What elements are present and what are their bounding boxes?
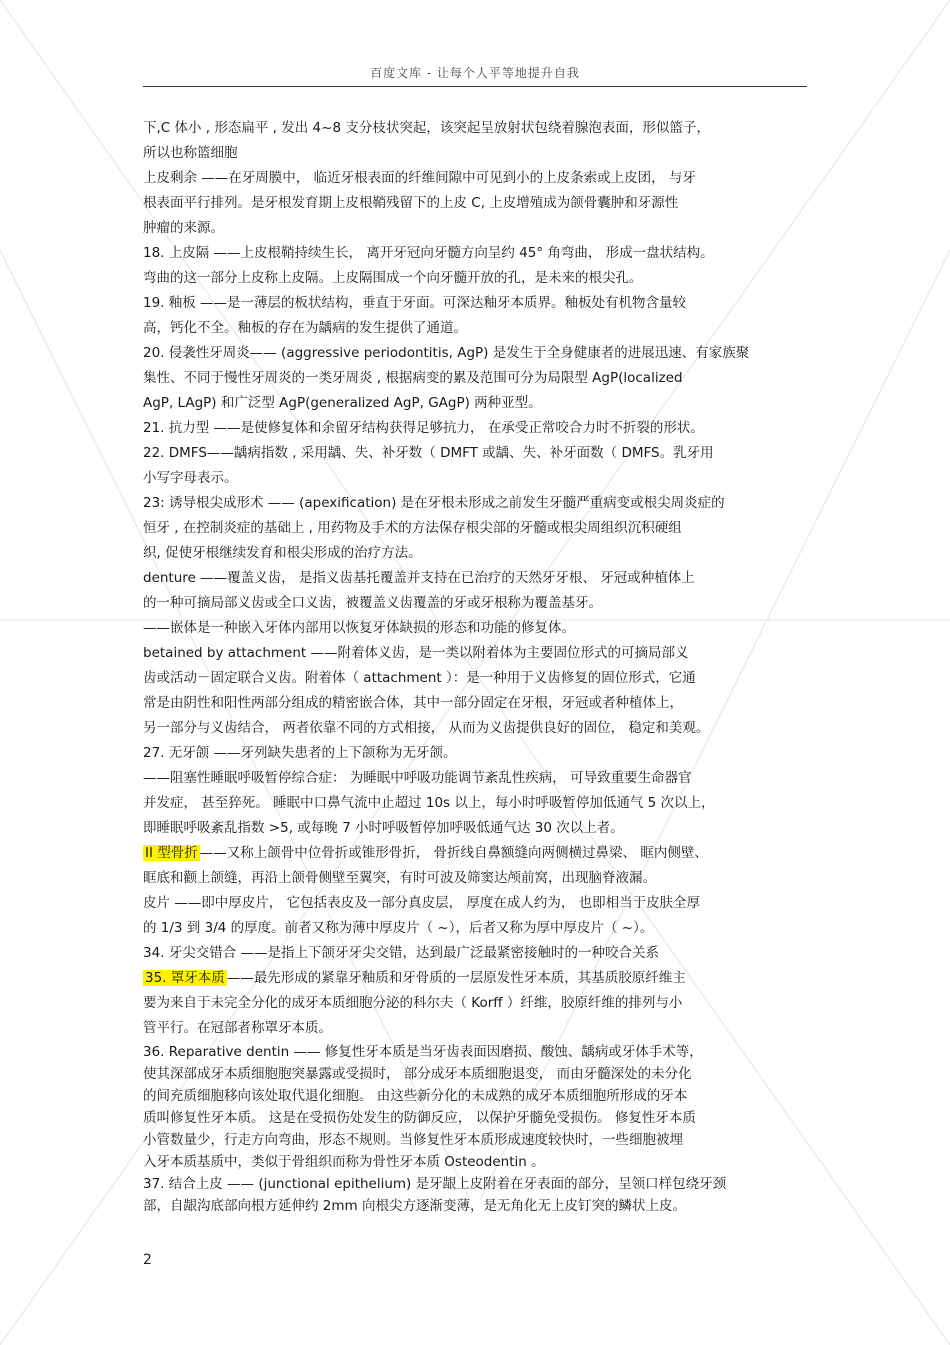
line-text: 要为来自于未完全分化的成牙本质细胞分泌的科尔夫（ Korff ）纤维，胶原纤维的排列与小 (143, 995, 683, 1011)
text-line (143, 566, 808, 591)
text-line (143, 616, 808, 641)
text-line (143, 766, 808, 791)
line-text: 齿或活动－固定联合义齿。附着体（ attachment ）：是一种用于义齿修复的固位形式，它通 (143, 670, 696, 686)
text-line (143, 991, 808, 1016)
line-text: 22. DMFS——龋病指数 , 采用龋、失、补牙数（ DMFT 或龋、失、补牙面数（ DMFS。乳牙用 (143, 445, 714, 461)
line-text: 眶底和颧上颌缝，再沿上颌骨侧壁至翼突，有时可波及筛窦达颅前窝，出现脑脊液漏。 (143, 870, 656, 886)
line-text: 肿瘤的来源。 (143, 220, 224, 236)
line-text: 常是由阴性和阳性两部分组成的精密嵌合体，其中一部分固定在牙根，牙冠或者种植体上， (143, 695, 683, 711)
text-line (143, 916, 808, 941)
text-line (143, 216, 808, 241)
line-text: 23: 诱导根尖成形术 —— (apexification) 是在牙根未形成之前发生牙髓严重病变或根尖周炎症的 (143, 495, 725, 511)
line-text: 小写字母表示。 (143, 470, 238, 486)
line-text: 21. 抗力型 ——是使修复体和余留牙结构获得足够抗力， 在承受正常咬合力时不折裂的形状。 (143, 420, 704, 436)
line-text: ——嵌体是一种嵌入牙体内部用以恢复牙体缺损的形态和功能的修复体。 (143, 620, 575, 636)
line-text: 18. 上皮隔 ——上皮根鞘持续生长， 离开牙冠向牙髓方向呈约 45° 角弯曲， 形成一盘状结构。 (143, 245, 714, 261)
text-line (143, 141, 808, 166)
line-text: 19. 釉板 ——是一薄层的板状结构，垂直于牙面。可深达釉牙本质界。釉板处有机物含量较 (143, 295, 687, 311)
text-line (143, 866, 808, 891)
line-text: 恒牙 , 在控制炎症的基础上 , 用药物及手术的方法保存根尖部的牙髓或根尖周组织沉积硬组 (143, 520, 682, 536)
text-line (143, 291, 808, 316)
text-line (143, 1063, 808, 1085)
line-text: 的 1/3 到 3/4 的厚度。前者又称为薄中厚皮片（ ~），后者又称为厚中厚皮片（ ~）。 (143, 920, 654, 936)
text-line (143, 1041, 808, 1063)
text-line (143, 366, 808, 391)
text-line (143, 416, 808, 441)
text-line (143, 691, 808, 716)
line-text: 的间充质细胞移向该处取代退化细胞。 由这些新分化的未成熟的成牙本质细胞所形成的牙本 (143, 1088, 688, 1104)
text-line (143, 441, 808, 466)
line-text: 根表面平行排列。是牙根发育期上皮根鞘残留下的上皮 C, 上皮增殖成为颌骨囊肿和牙源性 (143, 195, 679, 211)
text-line (143, 191, 808, 216)
line-text: AgP, LAgP) 和广泛型 AgP(generalized AgP, GAgP) 两种亚型。 (143, 395, 542, 411)
line-text: 织, 促使牙根继续发育和根尖形成的治疗方法。 (143, 545, 422, 561)
text-line (143, 341, 808, 366)
text-line (143, 1151, 808, 1173)
line-text: 所以也称篮细胞 (143, 145, 238, 161)
text-line (143, 491, 808, 516)
text-line (143, 241, 808, 266)
text-line (143, 666, 808, 691)
line-text: 管平行。在冠部者称罩牙本质。 (143, 1020, 332, 1036)
text-line (143, 516, 808, 541)
text-line (143, 1129, 808, 1151)
text-line (143, 391, 808, 416)
line-text: 34. 牙尖交错合 ——是指上下颌牙牙尖交错，达到最广泛最紧密接触时的一种咬合关系 (143, 945, 660, 961)
document-body (143, 116, 808, 1217)
line-text: ——又称上颌骨中位骨折或锥形骨折， 骨折线自鼻额缝向两侧横过鼻梁、 眶内侧壁、 (199, 845, 708, 861)
text-line (143, 591, 808, 616)
text-line (143, 541, 808, 566)
header-rule (143, 86, 807, 87)
line-text: 弯曲的这一部分上皮称上皮隔。上皮隔围成一个向牙髓开放的孔，是未来的根尖孔。 (143, 270, 643, 286)
text-line (143, 716, 808, 741)
line-text: 集性、不同于慢性牙周炎的一类牙周炎 , 根据病变的累及范围可分为局限型 AgP(localized (143, 370, 683, 386)
line-text: 入牙本质基质中，类似于骨组织而称为骨性牙本质 Osteodentin 。 (143, 1154, 545, 1170)
line-text: 使其深部成牙本质细胞胞突暴露或受损时， 部分成牙本质细胞退变， 而由牙髓深处的未分化 (143, 1066, 692, 1082)
text-line (143, 641, 808, 666)
line-text: 小管数量少，行走方向弯曲，形态不规则。当修复性牙本质形成速度较快时，一些细胞被埋 (143, 1132, 683, 1148)
line-text: 高，钙化不全。釉板的存在为龋病的发生提供了通道。 (143, 320, 467, 336)
text-line (143, 966, 808, 991)
text-line (143, 941, 808, 966)
text-line (143, 841, 808, 866)
line-text: ——阻塞性睡眠呼吸暂停综合症： 为睡眠中呼吸功能调节紊乱性疾病， 可导致重要生命器官 (143, 770, 692, 786)
text-line (143, 1016, 808, 1041)
line-text: 皮片 ——即中厚皮片， 它包括表皮及一部分真皮层， 厚度在成人约为， 也即相当于皮肤全厚 (143, 895, 701, 911)
line-text: betained by attachment ——附着体义齿，是一类以附着体为主要固位形式的可摘局部义 (143, 645, 689, 661)
text-line (143, 116, 808, 141)
line-text: 20. 侵袭性牙周炎—— (aggressive periodontitis, AgP) 是发生于全身健康者的进展迅速、有家族聚 (143, 345, 750, 361)
line-text: ——最先形成的紧靠牙釉质和牙骨质的一层原发性牙本质，其基质胶原纤维主 (226, 970, 686, 986)
line-text: 质叫修复性牙本质。 这是在受损伤处发生的防御反应， 以保护牙髓免受损伤。 修复性牙本质 (143, 1110, 696, 1126)
line-text: 上皮剩余 ——在牙周膜中， 临近牙根表面的纤维间隙中可见到小的上皮条索或上皮团， 与牙 (143, 170, 696, 186)
text-line (143, 816, 808, 841)
line-text: 部，自龈沟底部向根方延伸约 2mm 向根尖方逐渐变薄，是无角化无上皮钉突的鳞状上皮。 (143, 1198, 686, 1214)
highlighted-term: II 型骨折 (145, 845, 198, 861)
text-line (143, 316, 808, 341)
line-text: 即睡眠呼吸紊乱指数 >5, 或每晚 7 小时呼吸暂停加呼吸低通气达 30 次以上者。 (143, 820, 624, 836)
line-text: 27. 无牙颌 ——牙列缺失患者的上下颌称为无牙颌。 (143, 745, 457, 761)
line-text: 36. Reparative dentin —— 修复性牙本质是当牙齿表面因磨损、酸蚀、龋病或牙体手术等， (143, 1044, 703, 1060)
line-text: denture ——覆盖义齿， 是指义齿基托覆盖并支持在已治疗的天然牙牙根、 牙冠或种植体上 (143, 570, 695, 586)
line-text: 37. 结合上皮 —— (junctional epithelium) 是牙龈上皮附着在牙表面的部分，呈领口样包绕牙颈 (143, 1176, 727, 1192)
text-line (143, 1107, 808, 1129)
line-text: 下,C 体小 , 形态扁平 , 发出 4~8 支分枝状突起，该突起呈放射状包绕着腺泡表面，形似篮子， (143, 120, 710, 136)
page-number: 2 (143, 1252, 152, 1268)
text-line (143, 1173, 808, 1195)
text-line (143, 266, 808, 291)
line-text: 另一部分与义齿结合， 两者依靠不同的方式相接， 从而为义齿提供良好的固位， 稳定和美观。 (143, 720, 710, 736)
highlighted-term: 35. 罩牙本质 (145, 970, 225, 986)
text-line (143, 1085, 808, 1107)
line-text: 并发症， 甚至猝死。 睡眠中口鼻气流中止超过 10s 以上，每小时呼吸暂停加低通气 5 次以上， (143, 795, 715, 811)
text-line (143, 791, 808, 816)
text-line (143, 891, 808, 916)
text-line (143, 741, 808, 766)
text-line (143, 466, 808, 491)
text-line (143, 166, 808, 191)
line-text: 的一种可摘局部义齿或全口义齿，被覆盖义齿覆盖的牙或牙根称为覆盖基牙。 (143, 595, 602, 611)
page-header: 百度文库 - 让每个人平等地提升自我 (370, 66, 580, 80)
text-line (143, 1195, 808, 1217)
